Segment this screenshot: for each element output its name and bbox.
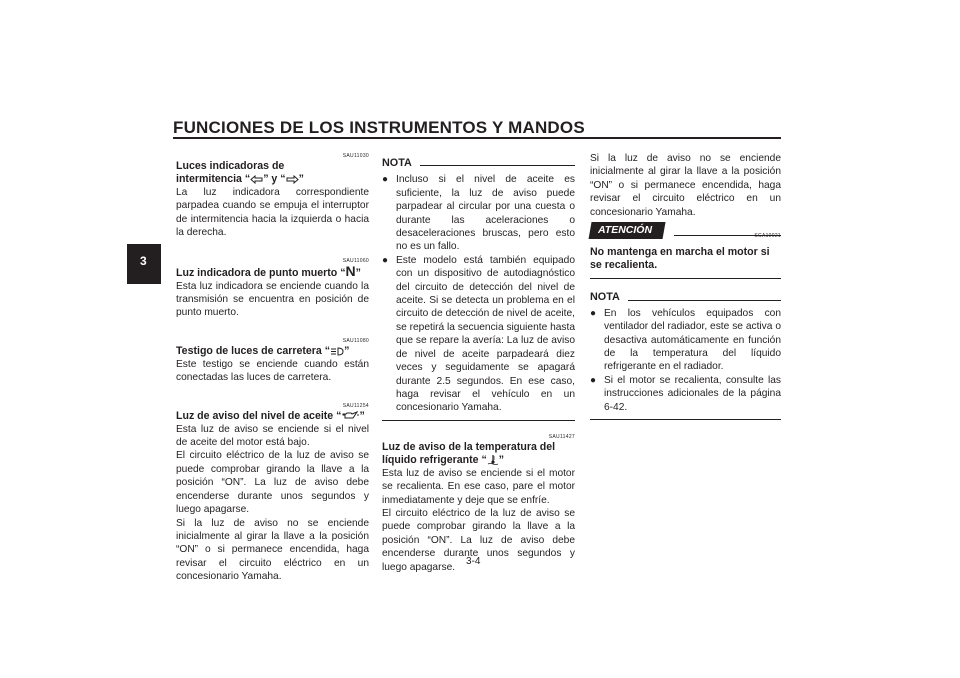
paragraph: El circuito eléctrico de la luz de aviso se puede comprobar girando la llave a la posición “ON”. La luz de aviso debe encenderse durante unos segundos y luego apagarse.	[382, 507, 575, 573]
page-title: FUNCIONES DE LOS INSTRUMENTOS Y MANDOS	[173, 118, 585, 137]
section-heading-neutral: Luz indicadora de punto muerto “N”	[176, 262, 361, 279]
note-end-rule	[382, 420, 575, 421]
page-number: 3-4	[466, 556, 481, 567]
section-code: SCA10021	[754, 233, 781, 240]
caution-text: No mantenga en marcha el motor si se recalienta.	[590, 246, 770, 272]
paragraph: El circuito eléctrico de la luz de aviso se puede comprobar girando la llave a la posición “ON”. La luz de aviso debe encenderse durante unos segundos y luego apagarse.	[176, 450, 369, 516]
column-3	[590, 152, 781, 420]
note-item: ● Incluso si el nivel de aceite es suficiente, la luz de aviso puede parpadear al circular por una cuesta o durante las aceleraciones o desaceleraciones bruscas, pero esto no es un fallo.	[382, 173, 575, 253]
caution-label: ATENCIÓN	[588, 222, 665, 239]
chapter-number: 3	[140, 254, 147, 268]
section-heading-coolant-temp: Luz de aviso de la temperatura del líquido refrigerante “ ”	[382, 440, 556, 466]
column-1	[176, 153, 369, 584]
note-item: ● Este modelo está también equipado con un dispositivo de autodiagnóstico del circuito de detección del nivel de aceite. Si se detecta un problema en el circuito de detección de nivel de aceite, se repetirá la secuencia siguiente hasta que se repare la avería: La luz de aviso de nivel de aceite parpadeará diez veces y seguidamente se apagará durante 2.5 segundos. En ese caso, haga revisar el vehículo en un concesionario Yamaha.	[382, 254, 575, 415]
note-heading: NOTA	[382, 157, 575, 170]
paragraph: Esta luz de aviso se enciende si el motor se recalienta. En ese caso, pare el motor inmediatamente y deje que se enfríe.	[382, 467, 575, 506]
note-item: ● Si el motor se recalienta, consulte las instrucciones adicionales de la página 6-42.	[590, 374, 781, 414]
section-heading-high-beam: Testigo de luces de carretera “ ”	[176, 344, 350, 357]
turn-right-icon	[286, 175, 299, 184]
turn-left-icon	[250, 175, 263, 184]
section-code: SAU11030	[342, 153, 369, 159]
column-2	[382, 155, 575, 574]
paragraph: Este testigo se enciende cuando están conectadas las luces de carretera.	[176, 358, 369, 384]
neutral-icon: N	[345, 262, 356, 279]
note-heading: NOTA	[590, 291, 781, 304]
oil-can-icon	[341, 411, 359, 420]
chapter-tab	[127, 244, 161, 284]
section-heading-turn-signal: Luces indicadoras de intermitencia “ ” y “ ”	[176, 160, 304, 185]
coolant-temperature-icon	[487, 454, 499, 465]
high-beam-icon	[330, 347, 344, 356]
caution-end-rule	[590, 278, 781, 279]
paragraph: La luz indicadora correspondiente parpadea cuando se empuja el interruptor de intermitencia hacia la izquierda o hacia la derecha.	[176, 187, 369, 239]
paragraph: Esta luz de aviso se enciende si el nivel de aceite del motor está bajo.	[176, 423, 369, 449]
note-end-rule	[590, 419, 781, 420]
note-item: ● En los vehículos equipados con ventilador del radiador, este se activa o desactiva automáticamente en función de la temperatura del líquido refrigerante en el radiador.	[590, 307, 781, 374]
paragraph: Si la luz de aviso no se enciende inicialmente al girar la llave a la posición “ON” o si permanece encendida, haga revisar el circuito eléctrico en un concesionario Yamaha.	[590, 153, 781, 218]
section-code: SAU11427	[548, 433, 575, 440]
section-code: SAU11060	[342, 257, 369, 264]
section-heading-oil-level: Luz de aviso del nivel de aceite “ ”	[176, 409, 365, 422]
paragraph: Esta luz indicadora se enciende cuando la transmisión se encuentra en posición de punto muerto.	[176, 280, 369, 319]
section-code: SAU11254	[342, 402, 369, 409]
paragraph: Si la luz de aviso no se enciende inicialmente al girar la llave a la posición “ON” o si permanece encendida, haga revisar el circuito eléctrico en un concesionario Yamaha.	[176, 517, 369, 583]
title-rule	[173, 137, 781, 139]
section-code: SAU11080	[342, 337, 369, 344]
